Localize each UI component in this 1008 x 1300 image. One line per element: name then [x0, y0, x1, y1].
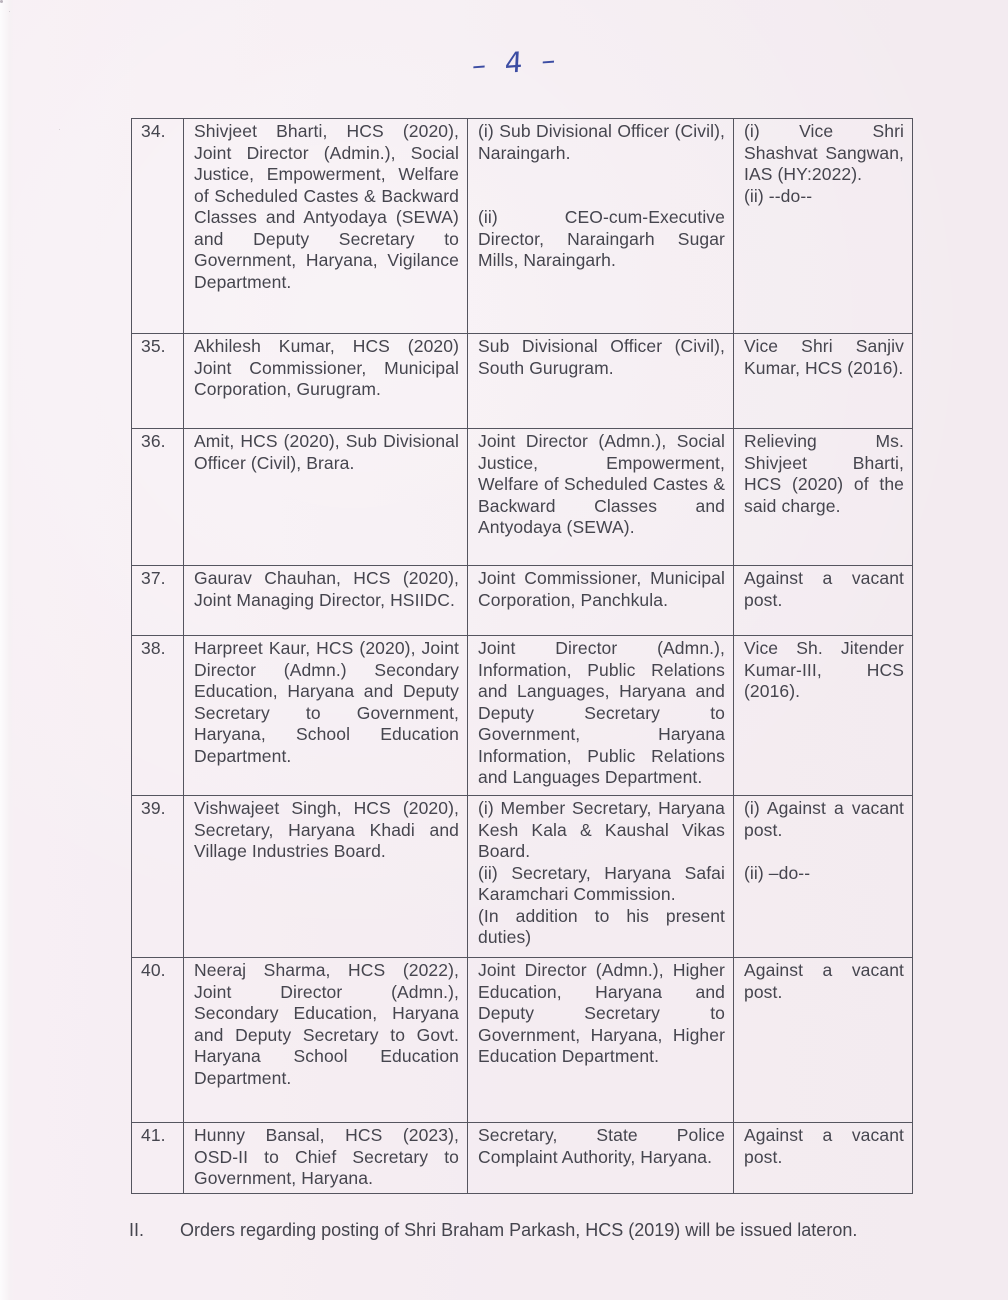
table-row [132, 796, 913, 958]
footnote-item-number: II. [129, 1220, 145, 1240]
new-posting-cell: Joint Director (Admn.), Higher Education, Haryana and Deputy Secretary to Government, Haryana, Higher Education Department. [468, 958, 734, 1123]
serial-number-cell: 37. [132, 566, 184, 636]
scan-specks [0, 0, 1, 1]
handwritten-page-number: – 4 – [471, 42, 562, 83]
serial-number-cell: 35. [132, 334, 184, 429]
officer-name-cell: Neeraj Sharma, HCS (2022), Joint Director (Admn.), Secondary Education, Haryana and Deputy Secretary to Govt. Haryana School Education Department. [184, 958, 468, 1123]
serial-number-cell: 38. [132, 636, 184, 796]
footnote-text: Orders regarding posting of Shri Braham Parkash, HCS (2019) will be issued lateron. [180, 1220, 858, 1240]
officer-name-cell: Gaurav Chauhan, HCS (2020), Joint Managing Director, HSIIDC. [184, 566, 468, 636]
new-posting-cell: Secretary, State Police Complaint Authority, Haryana. [468, 1123, 734, 1194]
table-row [132, 119, 913, 334]
remarks-cell: (i) Vice Shri Shashvat Sangwan, IAS (HY:2022). (ii) --do-- [734, 119, 913, 334]
remarks-cell: (i) Against a vacant post. (ii) –do-- [734, 796, 913, 958]
postings-table-body [132, 119, 913, 1194]
officer-name-cell: Hunny Bansal, HCS (2023), OSD-II to Chief Secretary to Government, Haryana. [184, 1123, 468, 1194]
remarks-cell: Against a vacant post. [734, 958, 913, 1123]
officer-name-cell: Amit, HCS (2020), Sub Divisional Officer (Civil), Brara. [184, 429, 468, 566]
remarks-cell: Against a vacant post. [734, 1123, 913, 1194]
postings-table [131, 118, 913, 1194]
footnote-paragraph [129, 1208, 907, 1252]
scan-edge-artifact [0, 0, 14, 1300]
serial-number-cell: 41. [132, 1123, 184, 1194]
new-posting-cell: Joint Commissioner, Municipal Corporation, Panchkula. [468, 566, 734, 636]
new-posting-cell: (i) Sub Divisional Officer (Civil), Naraingarh. (ii) CEO-cum-Executive Director, Naraingarh Sugar Mills, Naraingarh. [468, 119, 734, 334]
table-row [132, 1123, 913, 1194]
new-posting-cell: Sub Divisional Officer (Civil), South Gurugram. [468, 334, 734, 429]
table-row [132, 429, 913, 566]
new-posting-cell: (i) Member Secretary, Haryana Kesh Kala & Kaushal Vikas Board. (ii) Secretary, Haryana Safai Karamchari Commission. (In addition to his present duties) [468, 796, 734, 958]
new-posting-cell: Joint Director (Admn.), Information, Public Relations and Languages, Haryana and Deputy Secretary to Government, Haryana Information, Public Relations and Languages Department. [468, 636, 734, 796]
remarks-cell: Vice Sh. Jitender Kumar-III, HCS (2016). [734, 636, 913, 796]
officer-name-cell: Harpreet Kaur, HCS (2020), Joint Director (Admn.) Secondary Education, Haryana and Deputy Secretary to Government, Haryana, School Education Department. [184, 636, 468, 796]
serial-number-cell: 36. [132, 429, 184, 566]
table-row [132, 566, 913, 636]
remarks-cell: Against a vacant post. [734, 566, 913, 636]
serial-number-cell: 39. [132, 796, 184, 958]
officer-name-cell: Akhilesh Kumar, HCS (2020) Joint Commissioner, Municipal Corporation, Gurugram. [184, 334, 468, 429]
table-row [132, 636, 913, 796]
remarks-cell: Relieving Ms. Shivjeet Bharti, HCS (2020) of the said charge. [734, 429, 913, 566]
remarks-cell: Vice Shri Sanjiv Kumar, HCS (2016). [734, 334, 913, 429]
new-posting-cell: Joint Director (Admn.), Social Justice, Empowerment, Welfare of Scheduled Castes & Backward Classes and Antyodaya (SEWA). [468, 429, 734, 566]
officer-name-cell: Shivjeet Bharti, HCS (2020), Joint Director (Admin.), Social Justice, Empowerment, Welfare of Scheduled Castes & Backward Classes and Antyodaya (SEWA) and Deputy Secretary to Government, Haryana, Vigilance Department. [184, 119, 468, 334]
table-row [132, 958, 913, 1123]
serial-number-cell: 34. [132, 119, 184, 334]
table-row [132, 334, 913, 429]
officer-name-cell: Vishwajeet Singh, HCS (2020), Secretary, Haryana Khadi and Village Industries Board. [184, 796, 468, 958]
serial-number-cell: 40. [132, 958, 184, 1123]
